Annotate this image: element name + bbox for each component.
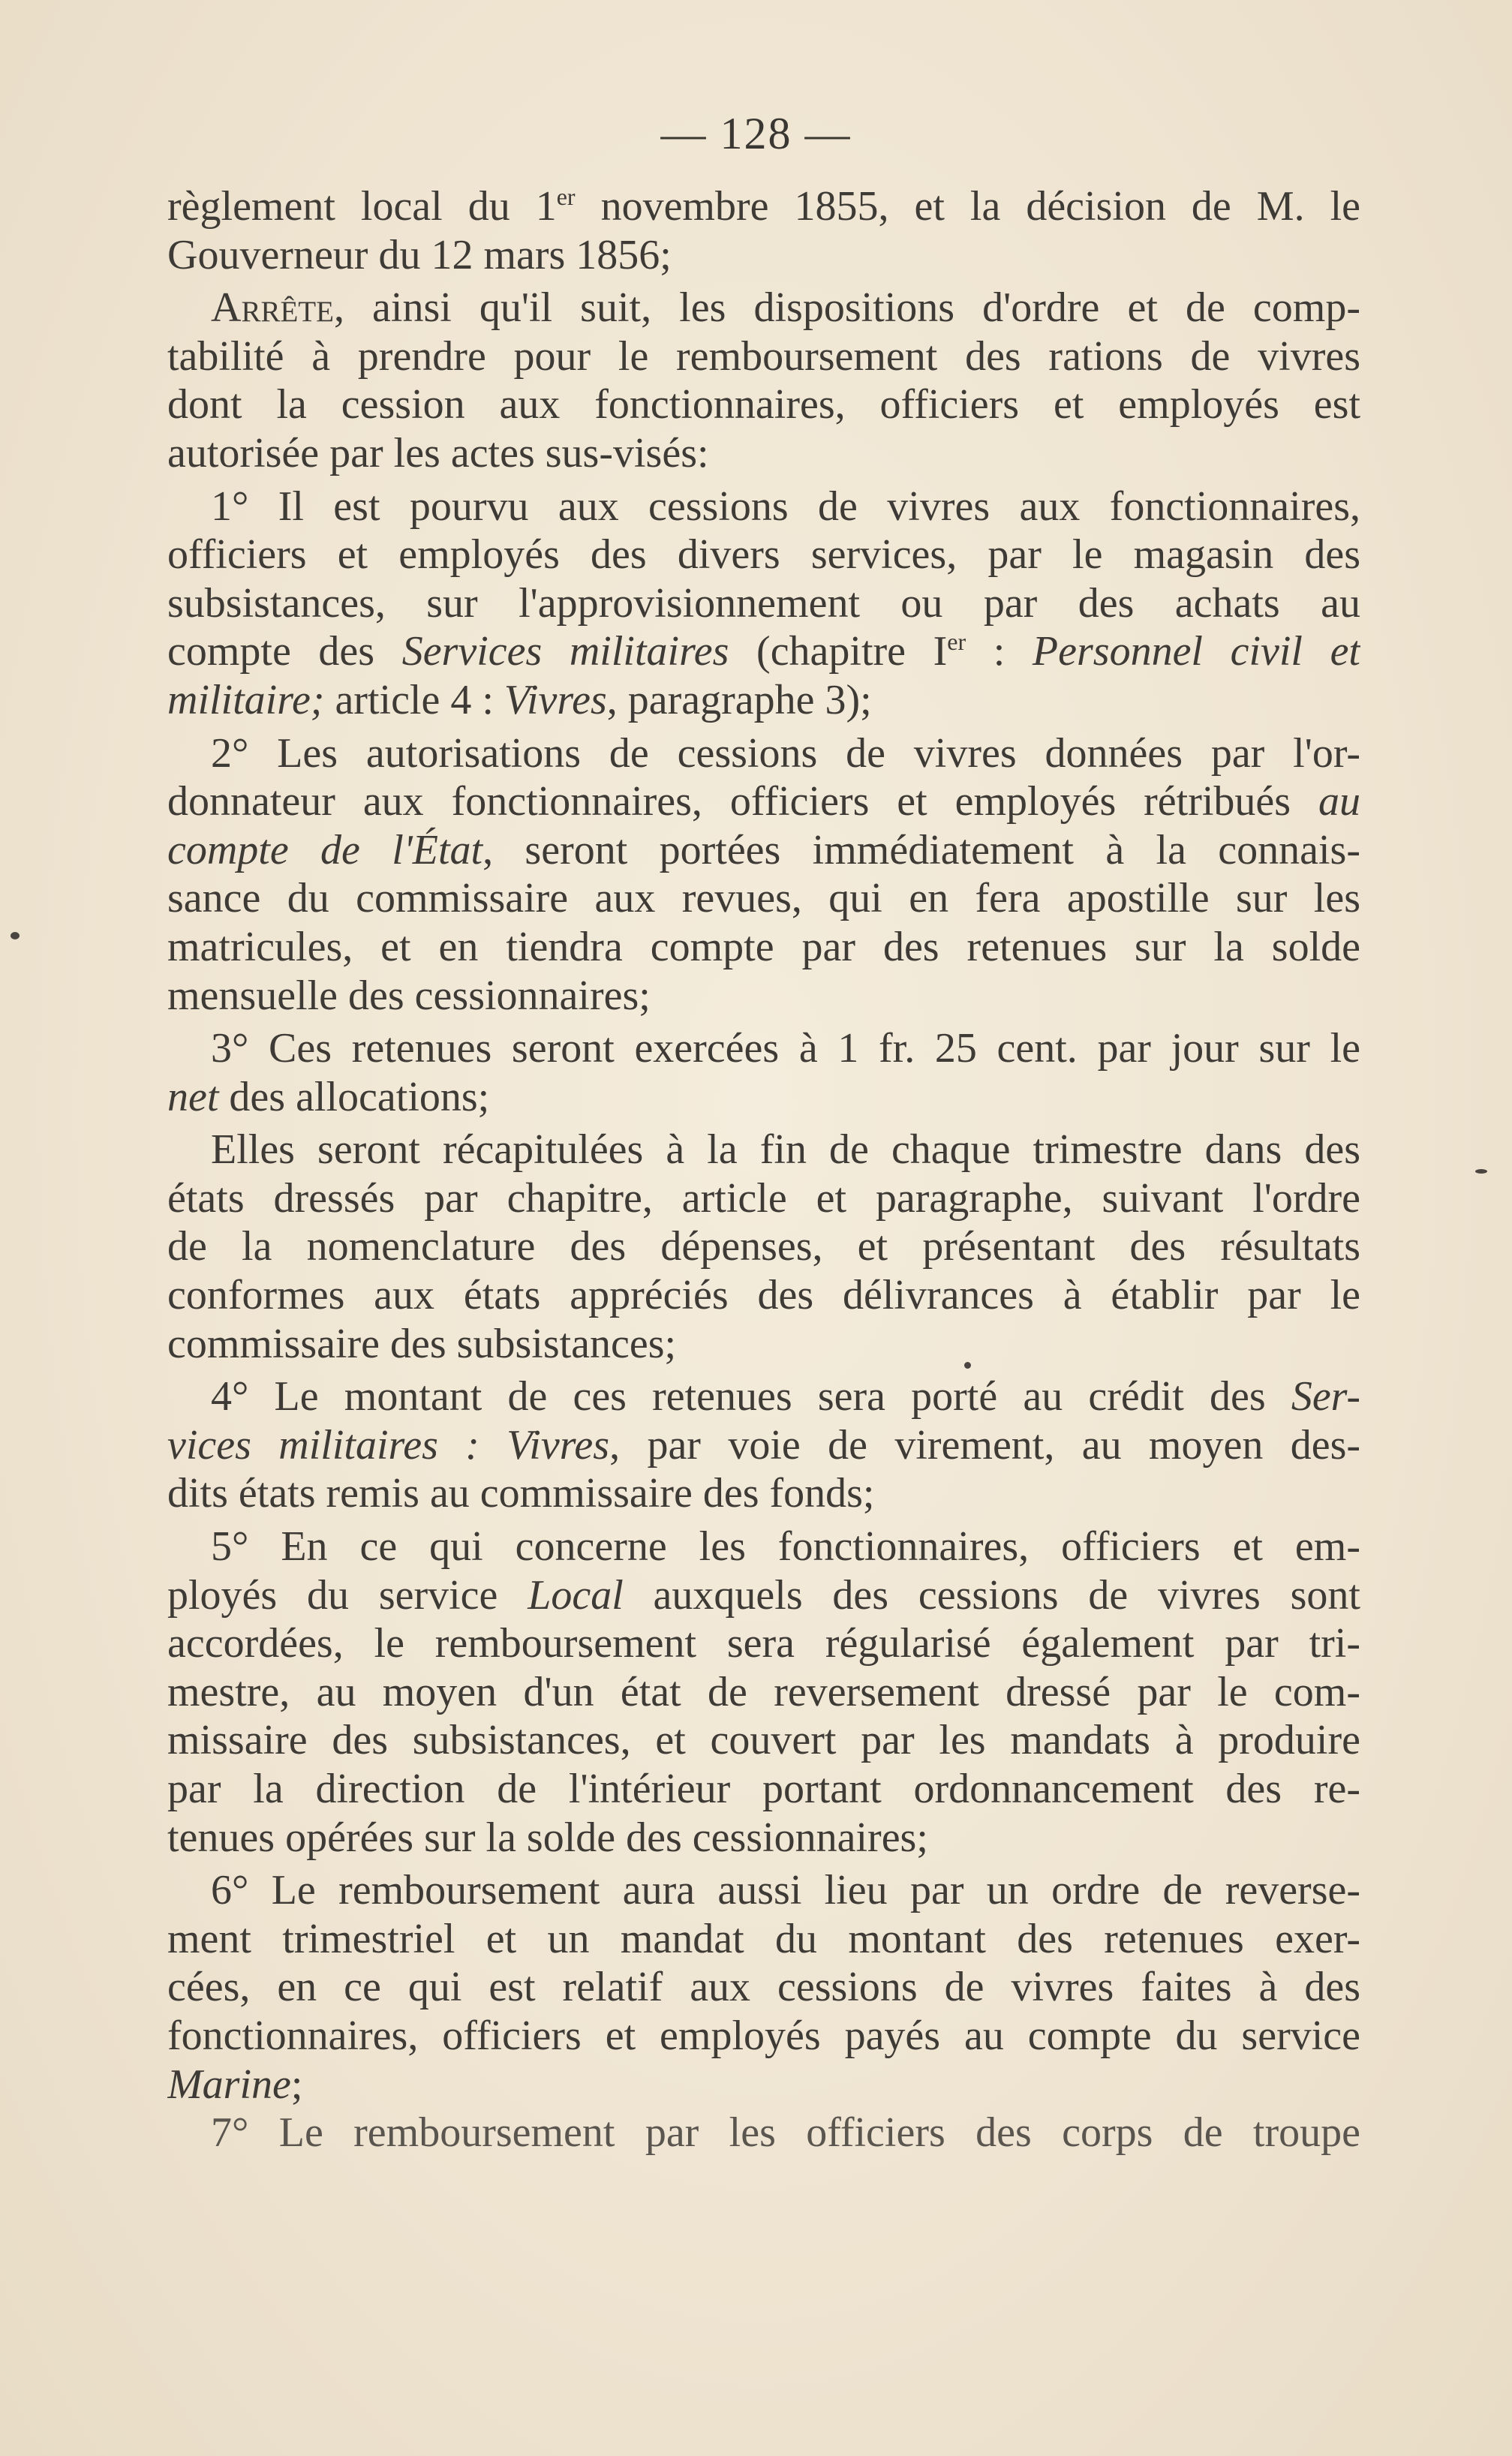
text-line: tabilité à prendre pour le remboursement des rations de vivres bbox=[167, 332, 1360, 380]
text-line: de la nomenclature des dépenses, et présentant des résultats bbox=[167, 1223, 1360, 1270]
text-line: compte de l'État, seront portées immédiatement à la connais- bbox=[167, 826, 1360, 873]
text-line: Arrête, ainsi qu'il suit, les dispositions d'ordre et de comp- bbox=[211, 284, 1360, 332]
text-line: missaire des subsistances, et couvert par les mandats à produire bbox=[167, 1717, 1360, 1764]
text-line: cées, en ce qui est relatif aux cessions de vivres faites à des bbox=[167, 1964, 1360, 2011]
text-line: 4° Le montant de ces retenues sera porté au crédit des Ser- bbox=[211, 1373, 1360, 1420]
text-line: états dressés par chapitre, article et paragraphe, suivant l'ordre bbox=[167, 1174, 1360, 1222]
text-line: vices militaires : Vivres, par voie de virement, au moyen des- bbox=[167, 1421, 1360, 1468]
text-line: 2° Les autorisations de cessions de vivres données par l'or- bbox=[211, 729, 1360, 777]
text-line: net des allocations; bbox=[167, 1073, 490, 1120]
paper-speck bbox=[964, 1362, 971, 1369]
text-line: accordées, le remboursement sera régularisé également par tri- bbox=[167, 1620, 1360, 1667]
text-line: autorisée par les actes sus-visés: bbox=[167, 429, 709, 476]
text-line: ployés du service Local auxquels des cessions de vivres sont bbox=[167, 1571, 1360, 1619]
text-line: conformes aux états appréciés des délivrances à établir par le bbox=[167, 1272, 1360, 1319]
text-line: commissaire des subsistances; bbox=[167, 1320, 677, 1367]
text-line: donnateur aux fonctionnaires, officiers et employés rétribués au bbox=[167, 778, 1360, 825]
text-line: mensuelle des cessionnaires; bbox=[167, 972, 651, 1019]
text-line: ment trimestriel et un mandat du montant des retenues exer- bbox=[167, 1915, 1360, 1962]
text-line: 5° En ce qui concerne les fonctionnaires, officiers et em- bbox=[211, 1523, 1360, 1571]
body-text bbox=[167, 182, 1360, 2157]
text-line: Elles seront récapitulées à la fin de chaque trimestre dans des bbox=[211, 1126, 1360, 1174]
text-line: 1° Il est pourvu aux cessions de vivres aux fonctionnaires, bbox=[211, 482, 1360, 530]
text-line: 3° Ces retenues seront exercées à 1 fr. 25 cent. par jour sur le bbox=[211, 1025, 1360, 1072]
text-line: sance du commissaire aux revues, qui en fera apostille sur les bbox=[167, 875, 1360, 922]
text-line: Marine; bbox=[167, 2061, 303, 2108]
text-line: tenues opérées sur la solde des cessionnaires; bbox=[167, 1814, 928, 1861]
text-line: compte des Services militaires (chapitre Ier : Personnel civil et bbox=[167, 628, 1360, 675]
text-line: Gouverneur du 12 mars 1856; bbox=[167, 231, 672, 278]
paper-speck bbox=[1475, 1169, 1487, 1174]
paper-speck bbox=[11, 932, 20, 939]
text-line: par la direction de l'intérieur portant ordonnancement des re- bbox=[167, 1766, 1360, 1812]
text-line: 6° Le remboursement aura aussi lieu par un ordre de reverse- bbox=[211, 1867, 1360, 1914]
text-line: militaire; article 4 : Vivres, paragraphe 3); bbox=[167, 676, 872, 723]
text-line: officiers et employés des divers services, par le magasin des bbox=[167, 531, 1360, 579]
text-line: fonctionnaires, officiers et employés payés au compte du service bbox=[167, 2012, 1360, 2059]
text-line: dits états remis au commissaire des fonds; bbox=[167, 1470, 875, 1517]
text-line: mestre, au moyen d'un état de reversement dressé par le com- bbox=[167, 1668, 1360, 1715]
text-line: matricules, et en tiendra compte par des retenues sur la solde bbox=[167, 923, 1360, 970]
text-line: 7° Le remboursement par les officiers des corps de troupe bbox=[211, 2109, 1360, 2157]
text-line: subsistances, sur l'approvisionnement ou par des achats au bbox=[167, 579, 1360, 627]
text-line: dont la cession aux fonctionnaires, officiers et employés est bbox=[167, 381, 1360, 428]
text-line: règlement local du 1er novembre 1855, et la décision de M. le bbox=[167, 183, 1360, 230]
page-number: — 128 — bbox=[660, 109, 852, 158]
